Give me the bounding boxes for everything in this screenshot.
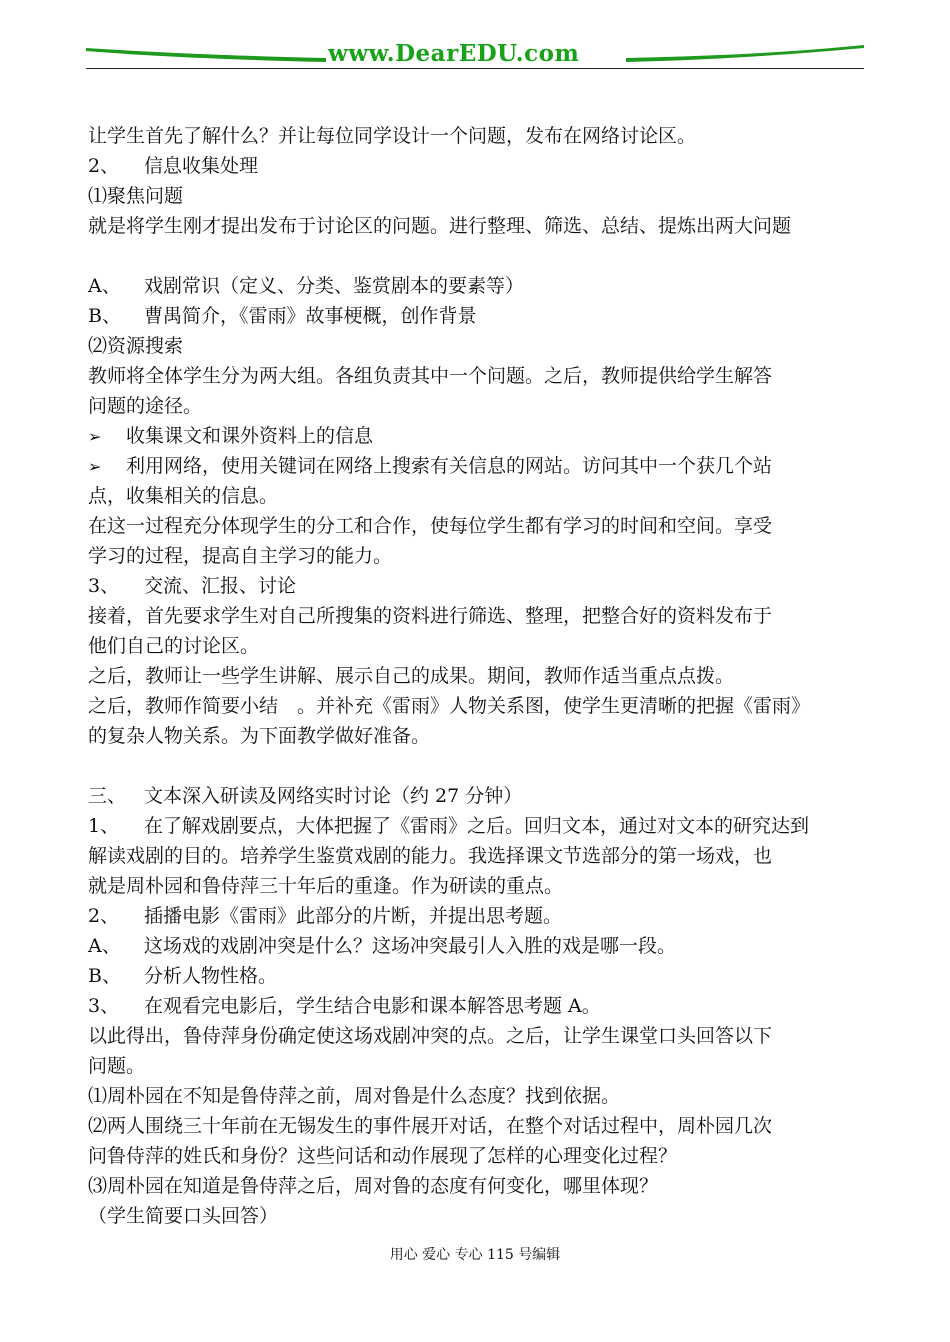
chapter-number: 三、 <box>88 785 127 807</box>
subsection-heading: ⑵资源搜索 <box>88 335 184 357</box>
list-label: B、 <box>88 305 121 327</box>
site-brand[interactable]: www.DearEDU.com <box>328 40 580 67</box>
paragraph-line: 教师将全体学生分为两大组。各组负责其中一个问题。之后，教师提供给学生解答 <box>88 365 773 387</box>
section-text: 在观看完电影后，学生结合电影和课本解答思考题 A。 <box>144 995 601 1017</box>
paragraph-line: 的复杂人物关系。为下面教学做好准备。 <box>88 725 431 747</box>
paragraph-line: 点，收集相关的信息。 <box>88 485 279 507</box>
paragraph-line: 学习的过程，提高自主学习的能力。 <box>88 545 393 567</box>
bullet-item <box>88 421 866 451</box>
arrow-bullet-icon: ➢ <box>88 427 102 446</box>
paragraph-line: 之后，教师作简要小结 。并补充《雷雨》人物关系图，使学生更清晰的把握《雷雨》 <box>88 695 811 717</box>
section-number: 1、 <box>88 815 120 837</box>
list-label: A、 <box>88 275 121 297</box>
question-item: ⑶周朴园在知道是鲁侍萍之后，周对鲁的态度有何变化，哪里体现？ <box>88 1175 659 1197</box>
section-title: 信息收集处理 <box>144 155 259 177</box>
list-item <box>88 961 866 991</box>
section-number: 3、 <box>88 575 120 597</box>
question-item: ⑴周朴园在不知是鲁侍萍之前，周对鲁是什么态度？找到依据。 <box>88 1085 621 1107</box>
paragraph-line: 就是将学生刚才提出发布于讨论区的问题。进行整理、筛选、总结、提炼出两大问题 <box>88 215 792 237</box>
chapter-title: 文本深入研读及网络实时讨论（约 27 分钟） <box>144 785 523 807</box>
section-text: 插播电影《雷雨》此部分的片断，并提出思考题。 <box>144 905 563 927</box>
paragraph-line: 他们自己的讨论区。 <box>88 635 260 657</box>
section-number: 2、 <box>88 155 120 177</box>
question-item: ⑵两人围绕三十年前在无锡发生的事件展开对话，在整个对话过程中，周朴园几次 <box>88 1115 773 1137</box>
paragraph-line: 在这一过程充分体现学生的分工和合作，使每位学生都有学习的时间和空间。享受 <box>88 515 773 537</box>
blank-line <box>88 241 866 271</box>
list-item <box>88 301 866 331</box>
paragraph-line: 以此得出，鲁侍萍身份确定使这场戏剧冲突的点。之后，让学生课堂口头回答以下 <box>88 1025 773 1047</box>
blank-line <box>88 751 866 781</box>
list-text: 曹禺简介，《雷雨》故事梗概，创作背景 <box>144 305 477 327</box>
section-number: 2、 <box>88 905 120 927</box>
section-heading <box>88 151 866 181</box>
section-number: 3、 <box>88 995 120 1017</box>
chapter-heading <box>88 781 866 811</box>
section-heading <box>88 901 866 931</box>
header-divider <box>86 68 864 69</box>
arrow-bullet-icon: ➢ <box>88 457 102 476</box>
section-heading <box>88 571 866 601</box>
list-label: A、 <box>88 935 121 957</box>
paragraph-line: 问鲁侍萍的姓氏和身份？这些问话和动作展现了怎样的心理变化过程？ <box>88 1145 678 1167</box>
paragraph-line: 之后，教师让一些学生讲解、展示自己的成果。期间，教师作适当重点点拨。 <box>88 665 735 687</box>
subsection-heading: ⑴聚焦问题 <box>88 185 184 207</box>
paragraph-line: 问题的途径。 <box>88 395 203 417</box>
list-item <box>88 271 866 301</box>
list-text: 分析人物性格。 <box>144 965 278 987</box>
paragraph-line: （学生简要口头回答） <box>88 1205 279 1227</box>
paragraph-line: 就是周朴园和鲁侍萍三十年后的重逢。作为研读的重点。 <box>88 875 564 897</box>
paragraph-line: 接着，首先要求学生对自己所搜集的资料进行筛选、整理，把整合好的资料发布于 <box>88 605 773 627</box>
list-text: 这场戏的戏剧冲突是什么？这场冲突最引人入胜的戏是哪一段。 <box>144 935 677 957</box>
paragraph-line: 解读戏剧的目的。培养学生鉴赏戏剧的能力。我选择课文节选部分的第一场戏，也 <box>88 845 773 867</box>
page-footer: 用心 爱心 专心 115 号编辑 <box>389 1247 561 1263</box>
list-label: B、 <box>88 965 121 987</box>
section-title: 交流、汇报、讨论 <box>144 575 297 597</box>
section-heading <box>88 811 866 841</box>
section-heading <box>88 991 866 1021</box>
bullet-item <box>88 451 866 481</box>
paragraph-line: 让学生首先了解什么？并让每位同学设计一个问题，发布在网络讨论区。 <box>88 125 697 147</box>
paragraph-line: 问题。 <box>88 1055 146 1077</box>
list-item <box>88 931 866 961</box>
section-text: 在了解戏剧要点，大体把握了《雷雨》之后。回归文本，通过对文本的研究达到 <box>144 815 810 837</box>
bullet-text: 利用网络，使用关键词在网络上搜索有关信息的网站。访问其中一个获几个站 <box>126 455 773 477</box>
bullet-text: 收集课文和课外资料上的信息 <box>126 425 374 447</box>
list-text: 戏剧常识（定义、分类、鉴赏剧本的要素等） <box>144 275 525 297</box>
document-body <box>88 121 866 1231</box>
